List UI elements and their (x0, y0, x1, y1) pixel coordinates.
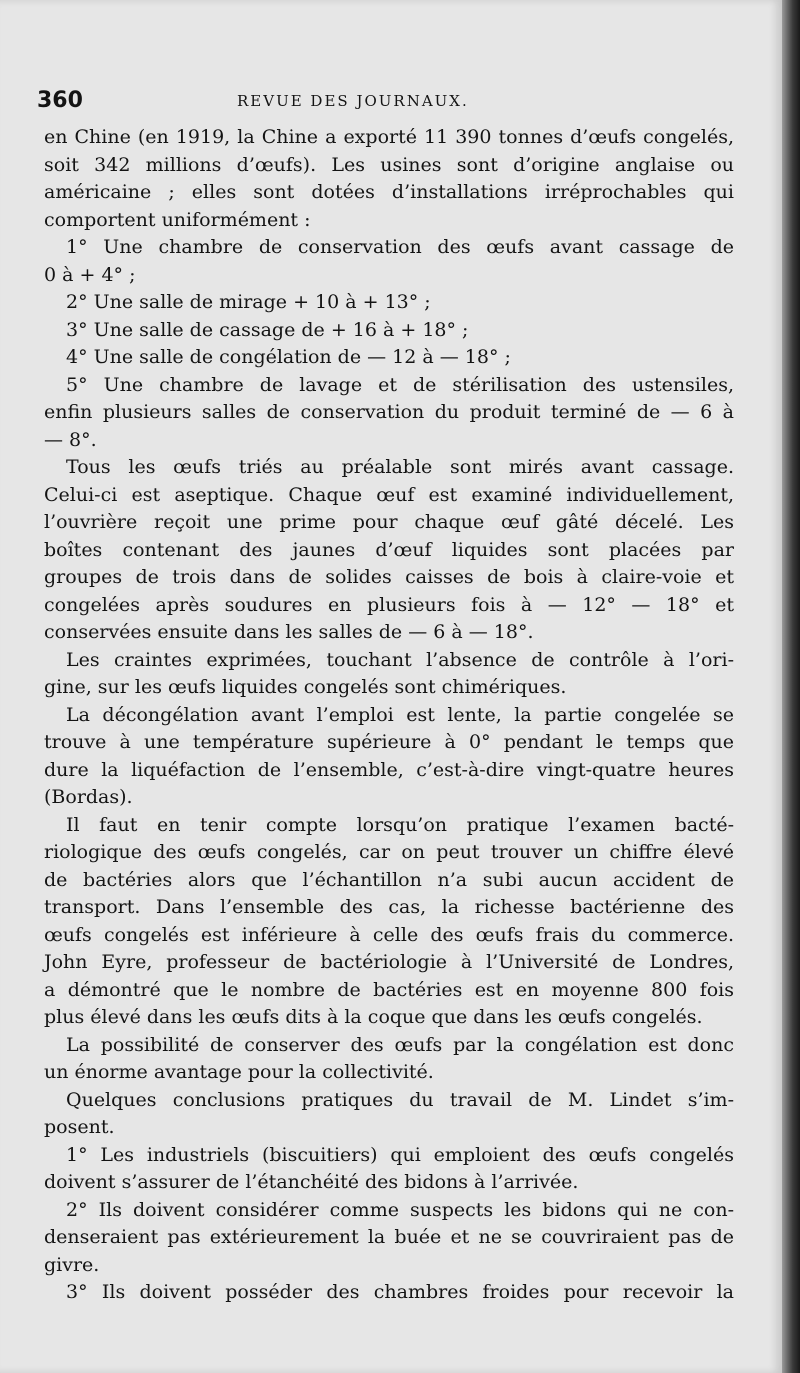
text-line: trouve à une température supérieure à 0° pendant le temps que (44, 731, 734, 753)
text-line: enfin plusieurs salles de conservation du produit terminé de — 6 à (44, 401, 734, 423)
text-line: soit 342 millions d’œufs). Les usines sont d’origine anglaise ou (44, 153, 734, 176)
text-line: (Bordas). (44, 786, 133, 808)
page-header (37, 88, 732, 114)
text-line: denseraient pas extérieurement la buée et ne se couvriraient pas de (44, 1226, 734, 1248)
text-line: riologique des œufs congelés, car on peut trouver un chiffre élevé (44, 841, 734, 863)
text-line: plus élevé dans les œufs dits à la coque que dans les œufs congelés. (44, 1006, 703, 1028)
text-line: gine, sur les œufs liquides congelés sont chimériques. (44, 676, 567, 698)
text-line: Quelques conclusions pratiques du travail de M. Lindet s’im- (66, 1088, 734, 1111)
text-line: en Chine (en 1919, la Chine a exporté 11 390 tonnes d’œufs congelés, (44, 126, 734, 148)
text-line: 3° Ils doivent posséder des chambres froides pour recevoir la (66, 1281, 734, 1303)
text-line: 3° Une salle de cassage de + 16 à + 18° ; (66, 318, 469, 341)
text-line: 2° Une salle de mirage + 10 à + 13° ; (66, 291, 431, 313)
text-line: 2° Ils doivent considérer comme suspects les bidons qui ne con- (66, 1198, 734, 1221)
text-line: 4° Une salle de congélation de — 12 à — 18° ; (66, 346, 511, 368)
text-line: Les craintes exprimées, touchant l’absence de contrôle à l’ori- (66, 648, 734, 671)
text-line: La possibilité de conserver des œufs par la congélation est donc (66, 1033, 734, 1056)
text-line: John Eyre, professeur de bactériologie à l’Université de Londres, (44, 951, 734, 973)
running-head: REVUE DES JOURNAUX. (237, 92, 469, 110)
text-line: Celui-ci est aseptique. Chaque œuf est examiné individuellement, (44, 483, 734, 506)
text-line: l’ouvrière reçoit une prime pour chaque œuf gâté décelé. Les (44, 511, 734, 533)
text-line: américaine ; elles sont dotées d’installations irréprochables qui (44, 181, 734, 203)
text-line: dure la liquéfaction de l’ensemble, c’est-à-dire vingt-quatre heures (44, 758, 734, 781)
text-line: a démontré que le nombre de bactéries est en moyenne 800 fois (44, 978, 734, 1001)
text-line: posent. (44, 1116, 115, 1138)
text-line: doivent s’assurer de l’étanchéité des bidons à l’arrivée. (44, 1171, 579, 1193)
text-line: 1° Les industriels (biscuitiers) qui emploient des œufs congelés (66, 1143, 734, 1166)
text-line: boîtes contenant des jaunes d’œuf liquides sont placées par (44, 538, 734, 561)
text-line: 0 à + 4° ; (44, 263, 136, 286)
text-line: La décongélation avant l’emploi est lente, la partie congelée se (66, 703, 734, 726)
body-text (44, 124, 734, 1307)
text-line: comportent uniformément : (44, 208, 311, 231)
text-line: de bactéries alors que l’échantillon n’a subi aucun accident de (44, 868, 734, 891)
text-line: Il faut en tenir compte lorsqu’on pratique l’examen bacté- (66, 813, 734, 836)
text-line: un énorme avantage pour la collectivité. (44, 1061, 434, 1083)
text-line: transport. Dans l’ensemble des cas, la richesse bactérienne des (44, 896, 734, 918)
book-spine-shadow (782, 0, 800, 1373)
text-line: Tous les œufs triés au préalable sont mirés avant cassage. (66, 456, 734, 478)
text-line: œufs congelés est inférieure à celle des œufs frais du commerce. (44, 923, 734, 946)
text-line: congelées après soudures en plusieurs fois à — 12° — 18° et (44, 593, 734, 616)
text-line: 1° Une chambre de conservation des œufs avant cassage de (66, 236, 734, 258)
text-line: — 8°. (44, 428, 97, 451)
page-number: 360 (37, 88, 83, 113)
text-line: 5° Une chambre de lavage et de stérilisation des ustensiles, (66, 373, 734, 396)
text-line: givre. (44, 1253, 100, 1276)
text-line: groupes de trois dans de solides caisses de bois à claire-voie et (44, 566, 734, 588)
text-line: conservées ensuite dans les salles de — 6 à — 18°. (44, 621, 534, 643)
